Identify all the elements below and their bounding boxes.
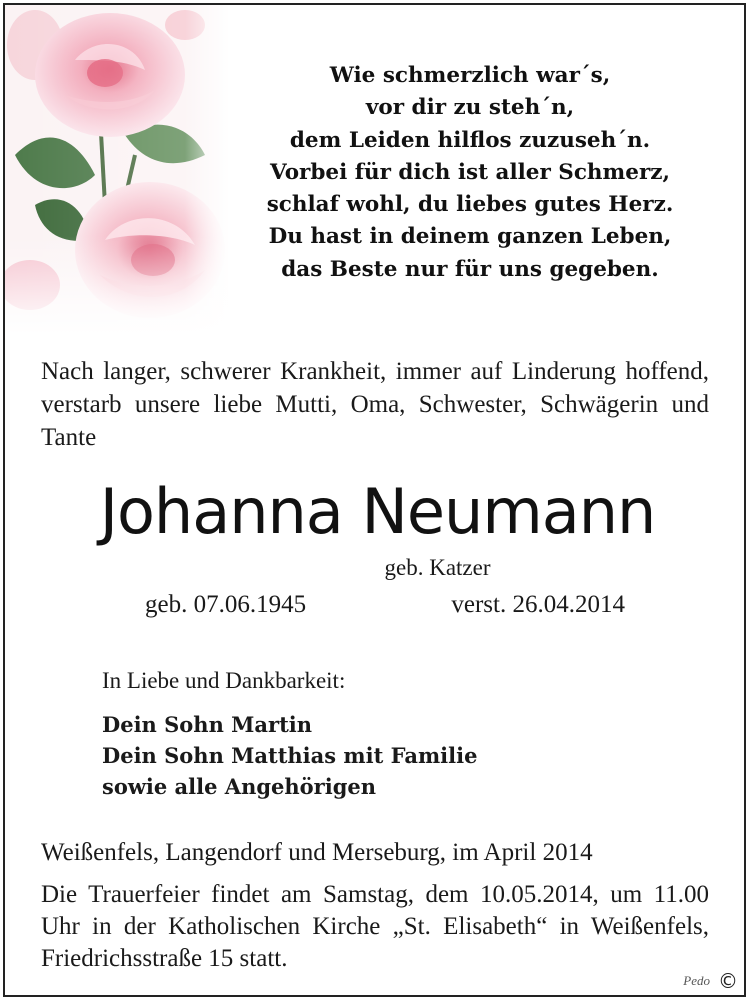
poem-line: das Beste nur für uns gegeben. — [281, 256, 659, 282]
mourners-list — [102, 709, 477, 802]
intro-text: Nach langer, schwerer Krankheit, immer auf Linderung hoffend, verstarb unsere liebe Mutti, Oma, Schwester, Schwägerin und Tante — [41, 358, 709, 451]
poem-line: vor dir zu steh´n, — [365, 95, 575, 121]
footer — [683, 969, 738, 993]
mourner: Dein Sohn Martin — [102, 712, 313, 737]
deceased-name: Johanna Neumann — [99, 475, 656, 548]
designer-signature: Pedo — [683, 973, 710, 988]
poem-line: Wie schmerzlich war´s, — [329, 63, 611, 88]
poem-line: Vorbei für dich ist aller Schmerz, — [270, 159, 670, 185]
thanks-line: In Liebe und Dankbarkeit: — [102, 668, 346, 693]
roses-image — [5, 5, 230, 335]
obituary-notice — [3, 3, 746, 997]
copyright-icon: © — [718, 969, 738, 993]
poem-line: Du hast in deinem ganzen Leben, — [268, 224, 672, 250]
death-date: verst. 26.04.2014 — [451, 591, 625, 618]
mourner: sowie alle Angehörigen — [102, 774, 377, 799]
birth-date: geb. 07.06.1945 — [145, 591, 307, 618]
memorial-poem — [235, 60, 705, 286]
poem-line: dem Leiden hilflos zuzuseh´n. — [289, 127, 651, 153]
mourner: Dein Sohn Matthias mit Familie — [102, 743, 478, 768]
service-info: Die Trauerfeier findet am Samstag, dem 10.05.2014, um 11.00 Uhr in der Katholischen Kirche „St. Elisabeth“ in Weißenfels, Friedrichsstraße 15 statt. — [41, 881, 709, 972]
life-dates — [145, 591, 625, 619]
poem-line: schlaf wohl, du liebes gutes Herz. — [266, 192, 674, 218]
place-date: Weißenfels, Langendorf und Merseburg, im April 2014 — [41, 839, 593, 866]
maiden-name: geb. Katzer — [384, 555, 491, 580]
